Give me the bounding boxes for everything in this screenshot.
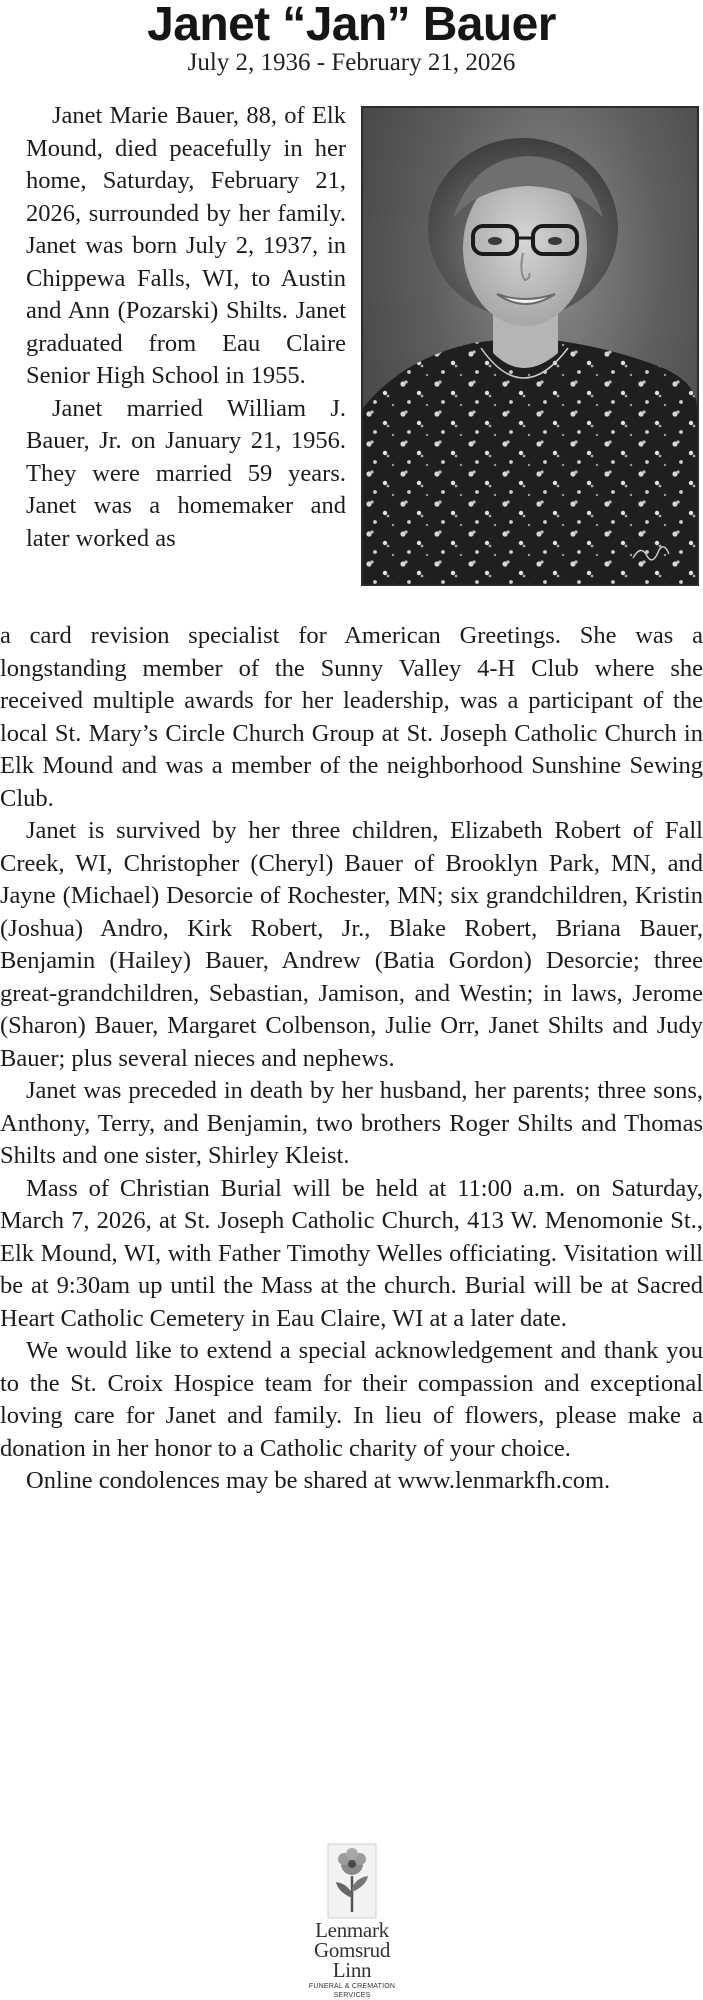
logo-line-3: Linn bbox=[332, 1958, 372, 1982]
flower-emblem-icon bbox=[322, 1842, 382, 1920]
paragraph: Mass of Christian Burial will be held at 11:00 a.m. on Saturday, March 7, 2026, at St. Joseph Catholic Church, 413 W. Menomonie St., Elk Mound, WI, with Father Timothy Welles officiating. Visitation will be at 9:30am up until the Mass at the church. Burial will be at Sacred Heart Catholic Cemetery in Eau Claire, WI at a later date. bbox=[0, 1174, 703, 1332]
paragraph: Janet married William J. Bauer, Jr. on January 21, 1956. They were married 59 years. Janet was a homemaker and later worked as bbox=[26, 394, 346, 552]
paragraph: Online condolences may be shared at www.lenmarkfh.com. bbox=[26, 1467, 611, 1494]
logo-line-1: Lenmark bbox=[315, 1918, 389, 1942]
logo-tagline-2: SERVICES bbox=[333, 1992, 371, 1999]
paragraph: Janet Marie Bauer, 88, of Elk Mound, died peacefully in her home, Saturday, February 21, 2026, surrounded by her family. Janet was born July 2, 1937, in Chippewa Falls, WI, to Austin and Ann (Pozarski) Shilts. Janet graduated from Eau Claire Senior High School in 1955. bbox=[26, 102, 346, 389]
paragraph: a card revision specialist for American Greetings. She was a longstanding member of the Sunny Valley 4-H Club where she received multiple awards for her leadership, was a participant of the local St. Mary’s Circle Church Group at St. Joseph Catholic Church in Elk Mound and was a member of the neighborhood Sunshine Sewing Club. bbox=[0, 622, 703, 812]
logo-line-2: Gomsrud bbox=[313, 1938, 391, 1962]
funeral-home-logo bbox=[296, 1842, 408, 1999]
portrait-photo bbox=[361, 106, 699, 586]
portrait-illustration bbox=[363, 108, 697, 584]
paragraph: Janet was preceded in death by her husband, her parents; three sons, Anthony, Terry, and Benjamin, two brothers Roger Shilts and Thomas Shilts and one sister, Shirley Kleist. bbox=[0, 1077, 703, 1169]
obituary-title: Janet “Jan” Bauer bbox=[147, 0, 556, 51]
logo-tagline-1: FUNERAL & CREMATION bbox=[308, 1983, 396, 1990]
paragraph: We would like to extend a special acknowledgement and thank you to the St. Croix Hospice team for their compassion and exceptional loving care for Janet and family. In lieu of flowers, please make a donation in her honor to a Catholic charity of your choice. bbox=[0, 1337, 703, 1462]
obituary-body-lower bbox=[0, 620, 703, 1498]
obituary-body-upper bbox=[26, 100, 346, 555]
life-dates: July 2, 1936 - February 21, 2026 bbox=[187, 49, 516, 76]
paragraph: Janet is survived by her three children, Elizabeth Robert of Fall Creek, WI, Christopher (Cheryl) Bauer of Brooklyn Park, MN, and Jayne (Michael) Desorcie of Rochester, MN; six grandchildren, Kristin (Joshua) Andro, Kirk Robert, Jr., Blake Robert, Briana Bauer, Benjamin (Hailey) Bauer, Andrew (Batia Gordon) Desorcie; three great-grandchildren, Sebastian, Jamison, and Westin; in laws, Jerome (Sharon) Bauer, Margaret Colbenson, Julie Orr, Janet Shilts and Judy Bauer; plus several nieces and nephews. bbox=[0, 817, 703, 1072]
